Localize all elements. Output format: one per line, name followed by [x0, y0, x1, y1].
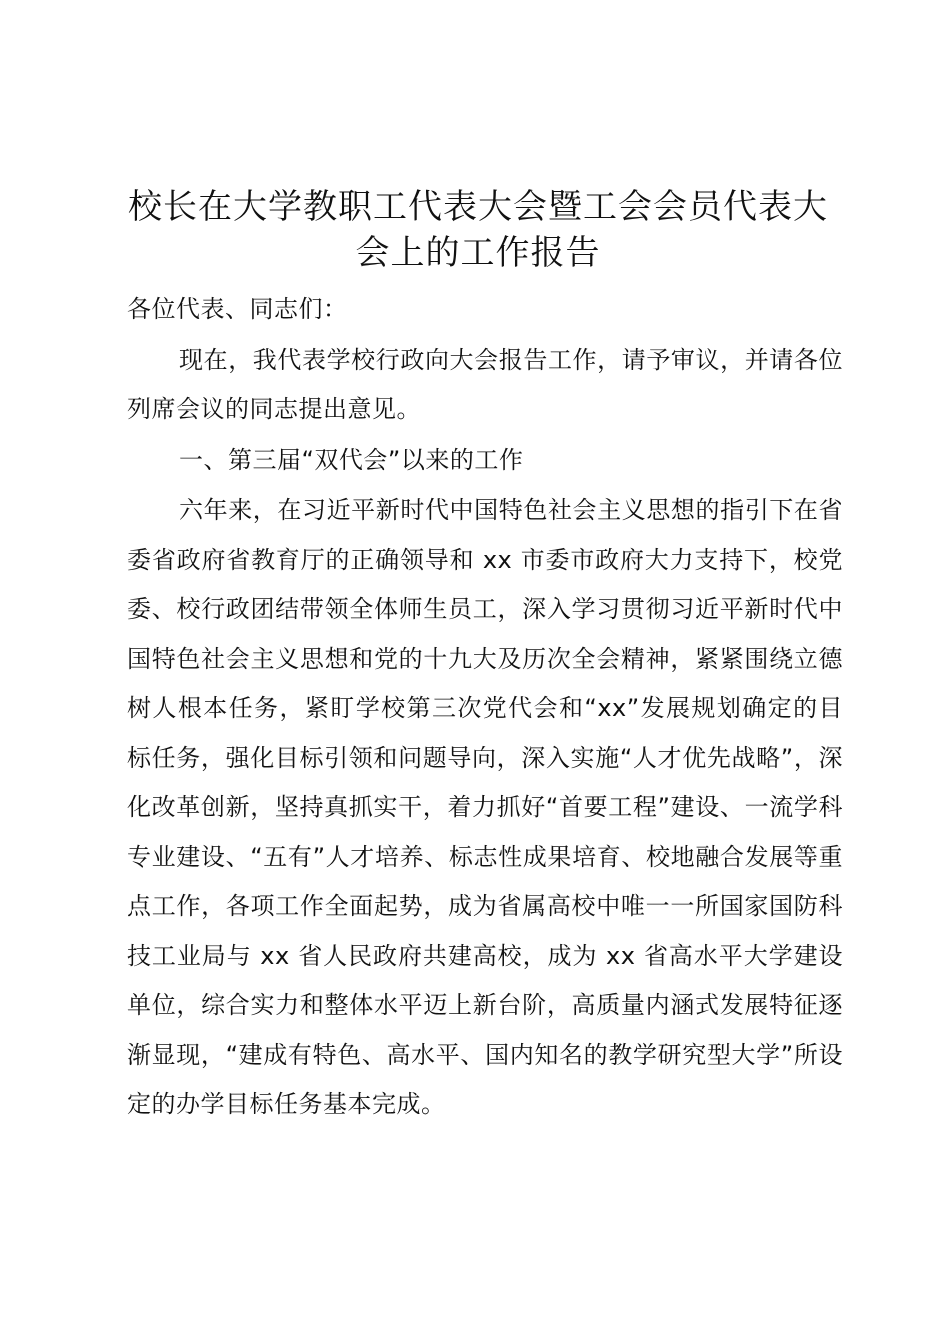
paragraph-intro: 现在，我代表学校行政向大会报告工作，请予审议，并请各位列席会议的同志提出意见。 [127, 345, 843, 423]
paragraph-body: 六年来，在习近平新时代中国特色社会主义思想的指引下在省委省政府省教育厅的正确领导和 xx 市委市政府大力支持下，校党委、校行政团结带领全体师生员工，深入学习贯彻习近平新时代中国特色社会主义思想和党的十九大及历次全会精神，紧紧围绕立德树人根本任务，紧盯学校第三次党代会和“xx”发展规划确定的目标任务，强化目标引领和问题导向，深入实施“人才优先战略”，深化改革创新，坚持真抓实干，着力抓好“首要工程”建设、一流学科专业建设、“五有”人才培养、标志性成果培育、校地融合发展等重点工作，各项工作全面起势，成为省属高校中唯一一所国家国防科技工业局与 xx 省人民政府共建高校，成为 xx 省高水平大学建设单位，综合实力和整体水平迈上新台阶，高质量内涵式发展特征逐渐显现，“建成有特色、高水平、国内知名的教学研究型大学”所设定的办学目标任务基本完成。 [127, 496, 843, 1118]
document-title: 校长在大学教职工代表大会暨工会会员代表大会上的工作报告 [128, 187, 828, 273]
document-body [127, 285, 843, 1130]
salutation: 各位代表、同志们： [127, 295, 348, 323]
section-heading: 一、第三届“双代会”以来的工作 [179, 445, 524, 474]
